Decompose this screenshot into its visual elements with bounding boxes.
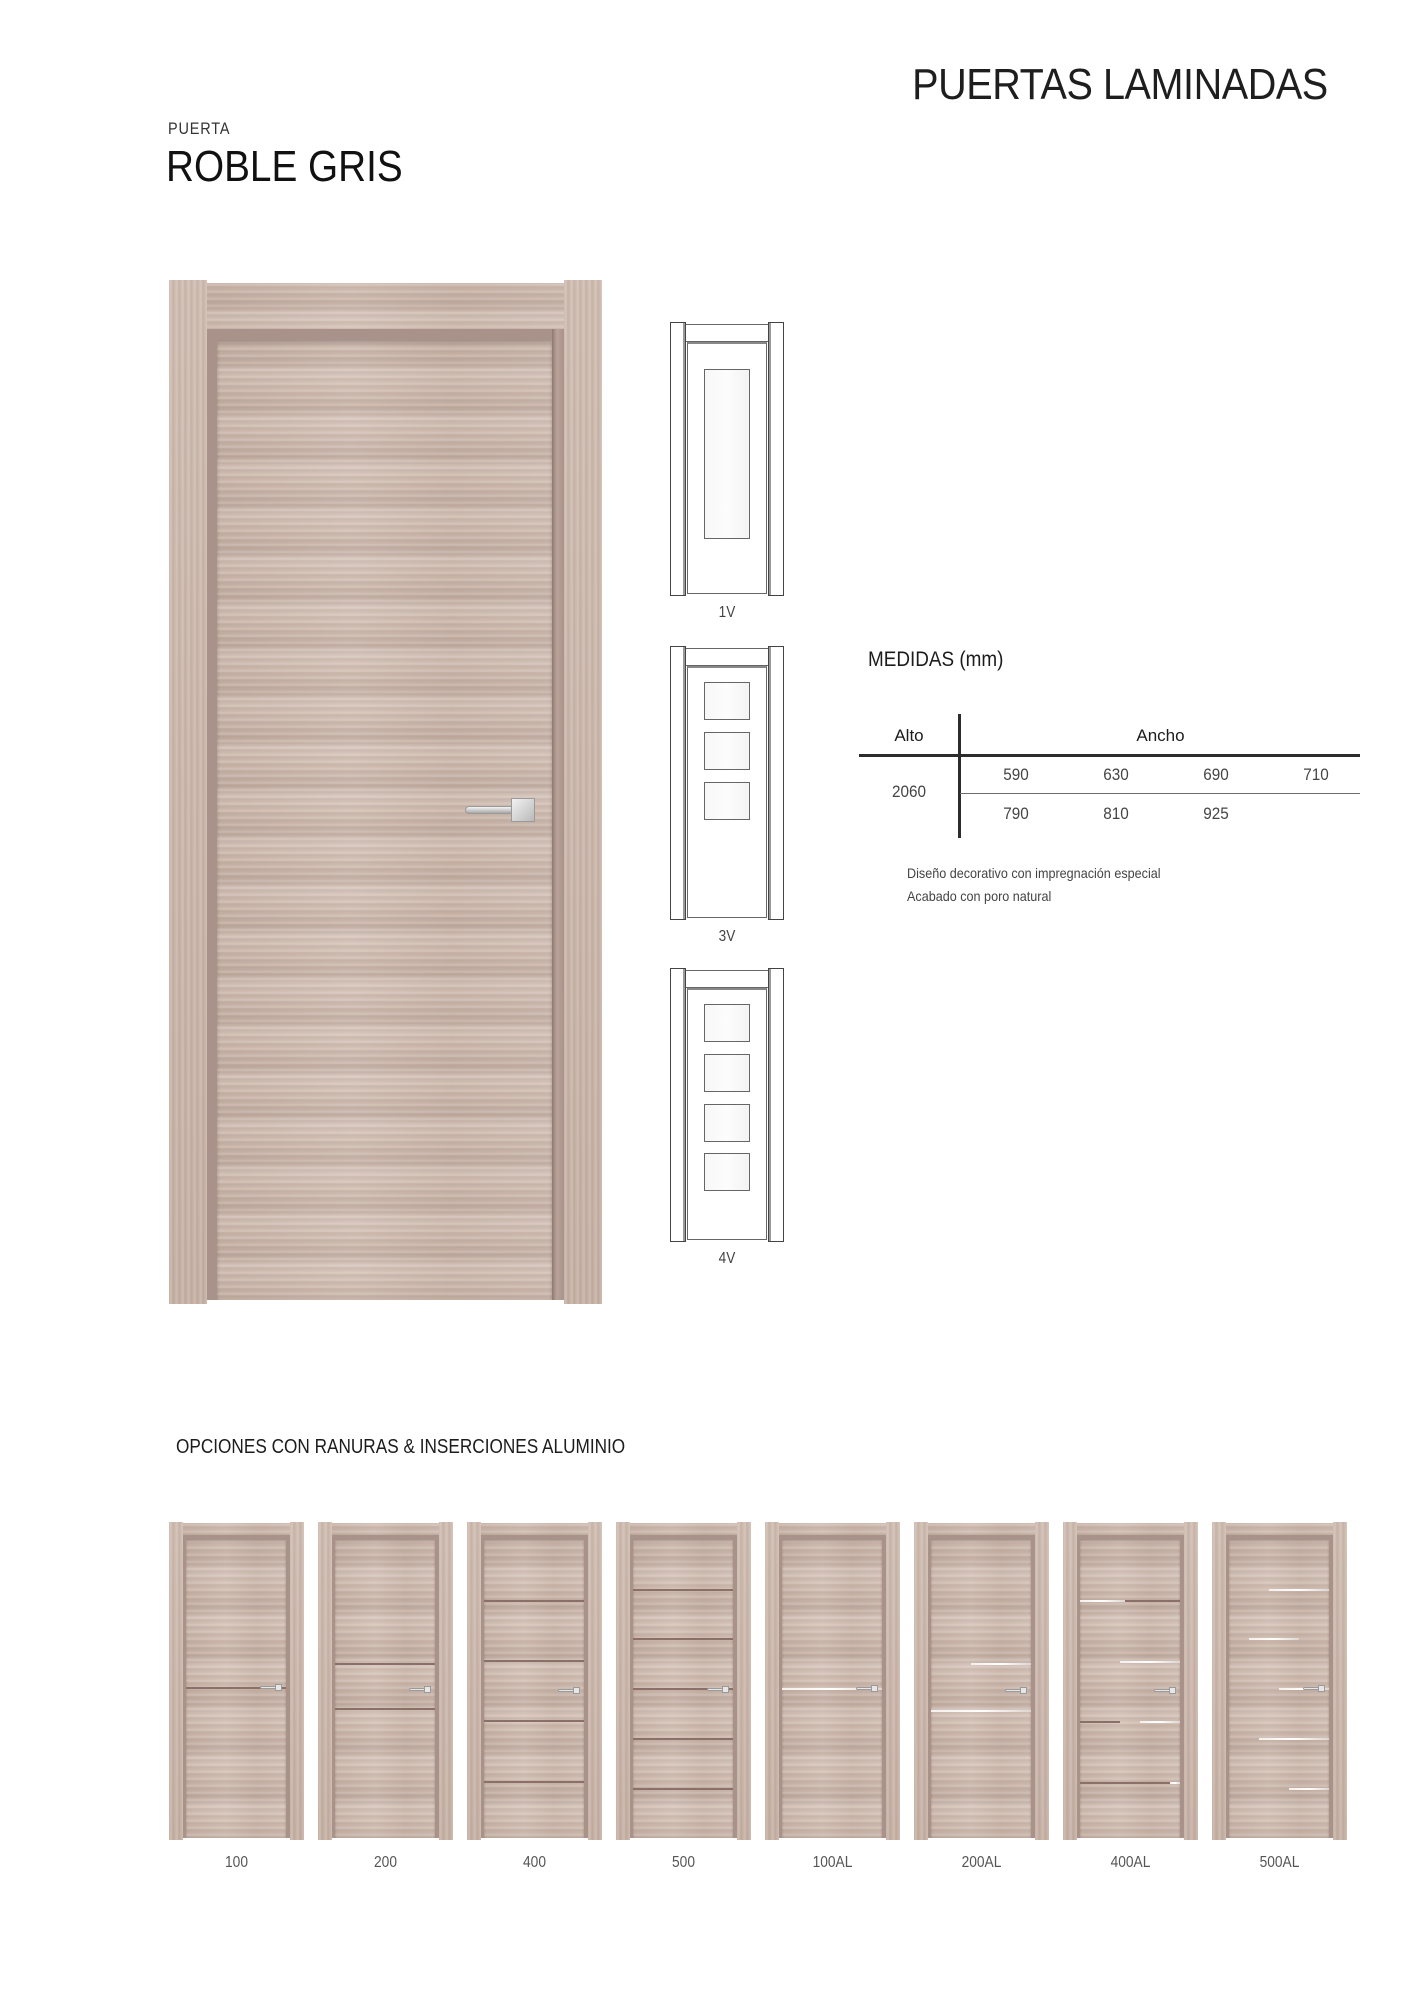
door-jamb-left	[169, 280, 207, 1304]
product-kicker: PUERTA	[168, 119, 231, 138]
variant-drawing	[670, 322, 784, 596]
option-200	[318, 1522, 453, 1872]
option-500	[616, 1522, 751, 1872]
variant-caption: 1V	[718, 604, 736, 621]
door-handle-icon	[465, 798, 535, 822]
table-cell-ancho: 630	[1103, 765, 1129, 784]
measurements-title: MEDIDAS (mm)	[868, 648, 1004, 671]
option-400	[467, 1522, 602, 1872]
option-caption: 500AL	[1259, 1854, 1300, 1871]
door-lintel	[207, 283, 564, 329]
option-caption: 200AL	[961, 1854, 1002, 1871]
table-header-ancho: Ancho	[1136, 726, 1185, 745]
options-gallery	[169, 1522, 1349, 1871]
option-caption: 500	[672, 1854, 695, 1871]
variant-caption: 4V	[718, 1250, 736, 1267]
door-jamb-right	[564, 280, 602, 1304]
glass-panel	[704, 782, 750, 820]
option-400al	[1063, 1522, 1198, 1872]
section-title: PUERTAS LAMINADAS	[912, 60, 1328, 109]
table-cell-ancho: 925	[1203, 804, 1229, 823]
option-200al	[914, 1522, 1049, 1872]
option-door-image	[914, 1522, 1049, 1840]
option-500al	[1212, 1522, 1347, 1872]
table-cell-ancho: 710	[1303, 765, 1329, 784]
variant-4v	[670, 968, 784, 1268]
glass-panel	[704, 369, 750, 539]
table-divider-header	[859, 754, 1360, 757]
option-door-image	[1063, 1522, 1198, 1840]
option-door-image	[169, 1522, 304, 1840]
table-divider-row	[960, 793, 1360, 794]
glass-panel	[704, 682, 750, 720]
note-line: Diseño decorativo con impregnación especial	[907, 865, 1161, 881]
option-door-image	[1212, 1522, 1347, 1840]
glass-panel	[704, 732, 750, 770]
option-door-image	[318, 1522, 453, 1840]
option-door-image	[765, 1522, 900, 1840]
table-header-alto: Alto	[894, 726, 924, 745]
glass-panel	[704, 1004, 750, 1042]
glass-panel	[704, 1054, 750, 1092]
options-title: OPCIONES CON RANURAS & INSERCIONES ALUMINIO	[176, 1436, 626, 1458]
table-cell-ancho: 790	[1003, 804, 1029, 823]
glass-panel	[704, 1104, 750, 1142]
option-door-image	[616, 1522, 751, 1840]
option-100	[169, 1522, 304, 1872]
option-100al	[765, 1522, 900, 1872]
option-caption: 100	[225, 1854, 248, 1871]
product-notes	[907, 862, 1161, 908]
main-door-image	[169, 280, 602, 1304]
variant-caption: 3V	[718, 928, 736, 945]
option-caption: 200	[374, 1854, 397, 1871]
table-cell-alto: 2060	[891, 782, 927, 801]
variant-1v	[670, 322, 784, 622]
note-line: Acabado con poro natural	[907, 888, 1052, 904]
glass-panel	[704, 1153, 750, 1191]
variant-3v	[670, 646, 784, 946]
table-cell-ancho: 590	[1003, 765, 1029, 784]
option-door-image	[467, 1522, 602, 1840]
variant-drawing	[670, 646, 784, 920]
option-caption: 400AL	[1110, 1854, 1151, 1871]
table-cell-ancho: 810	[1103, 804, 1129, 823]
option-caption: 400	[523, 1854, 546, 1871]
door-leaf-edge	[552, 329, 564, 1300]
variant-drawing	[670, 968, 784, 1242]
product-name: ROBLE GRIS	[166, 142, 403, 191]
table-cell-ancho: 690	[1203, 765, 1229, 784]
option-caption: 100AL	[812, 1854, 853, 1871]
measurements-table	[859, 714, 1360, 838]
